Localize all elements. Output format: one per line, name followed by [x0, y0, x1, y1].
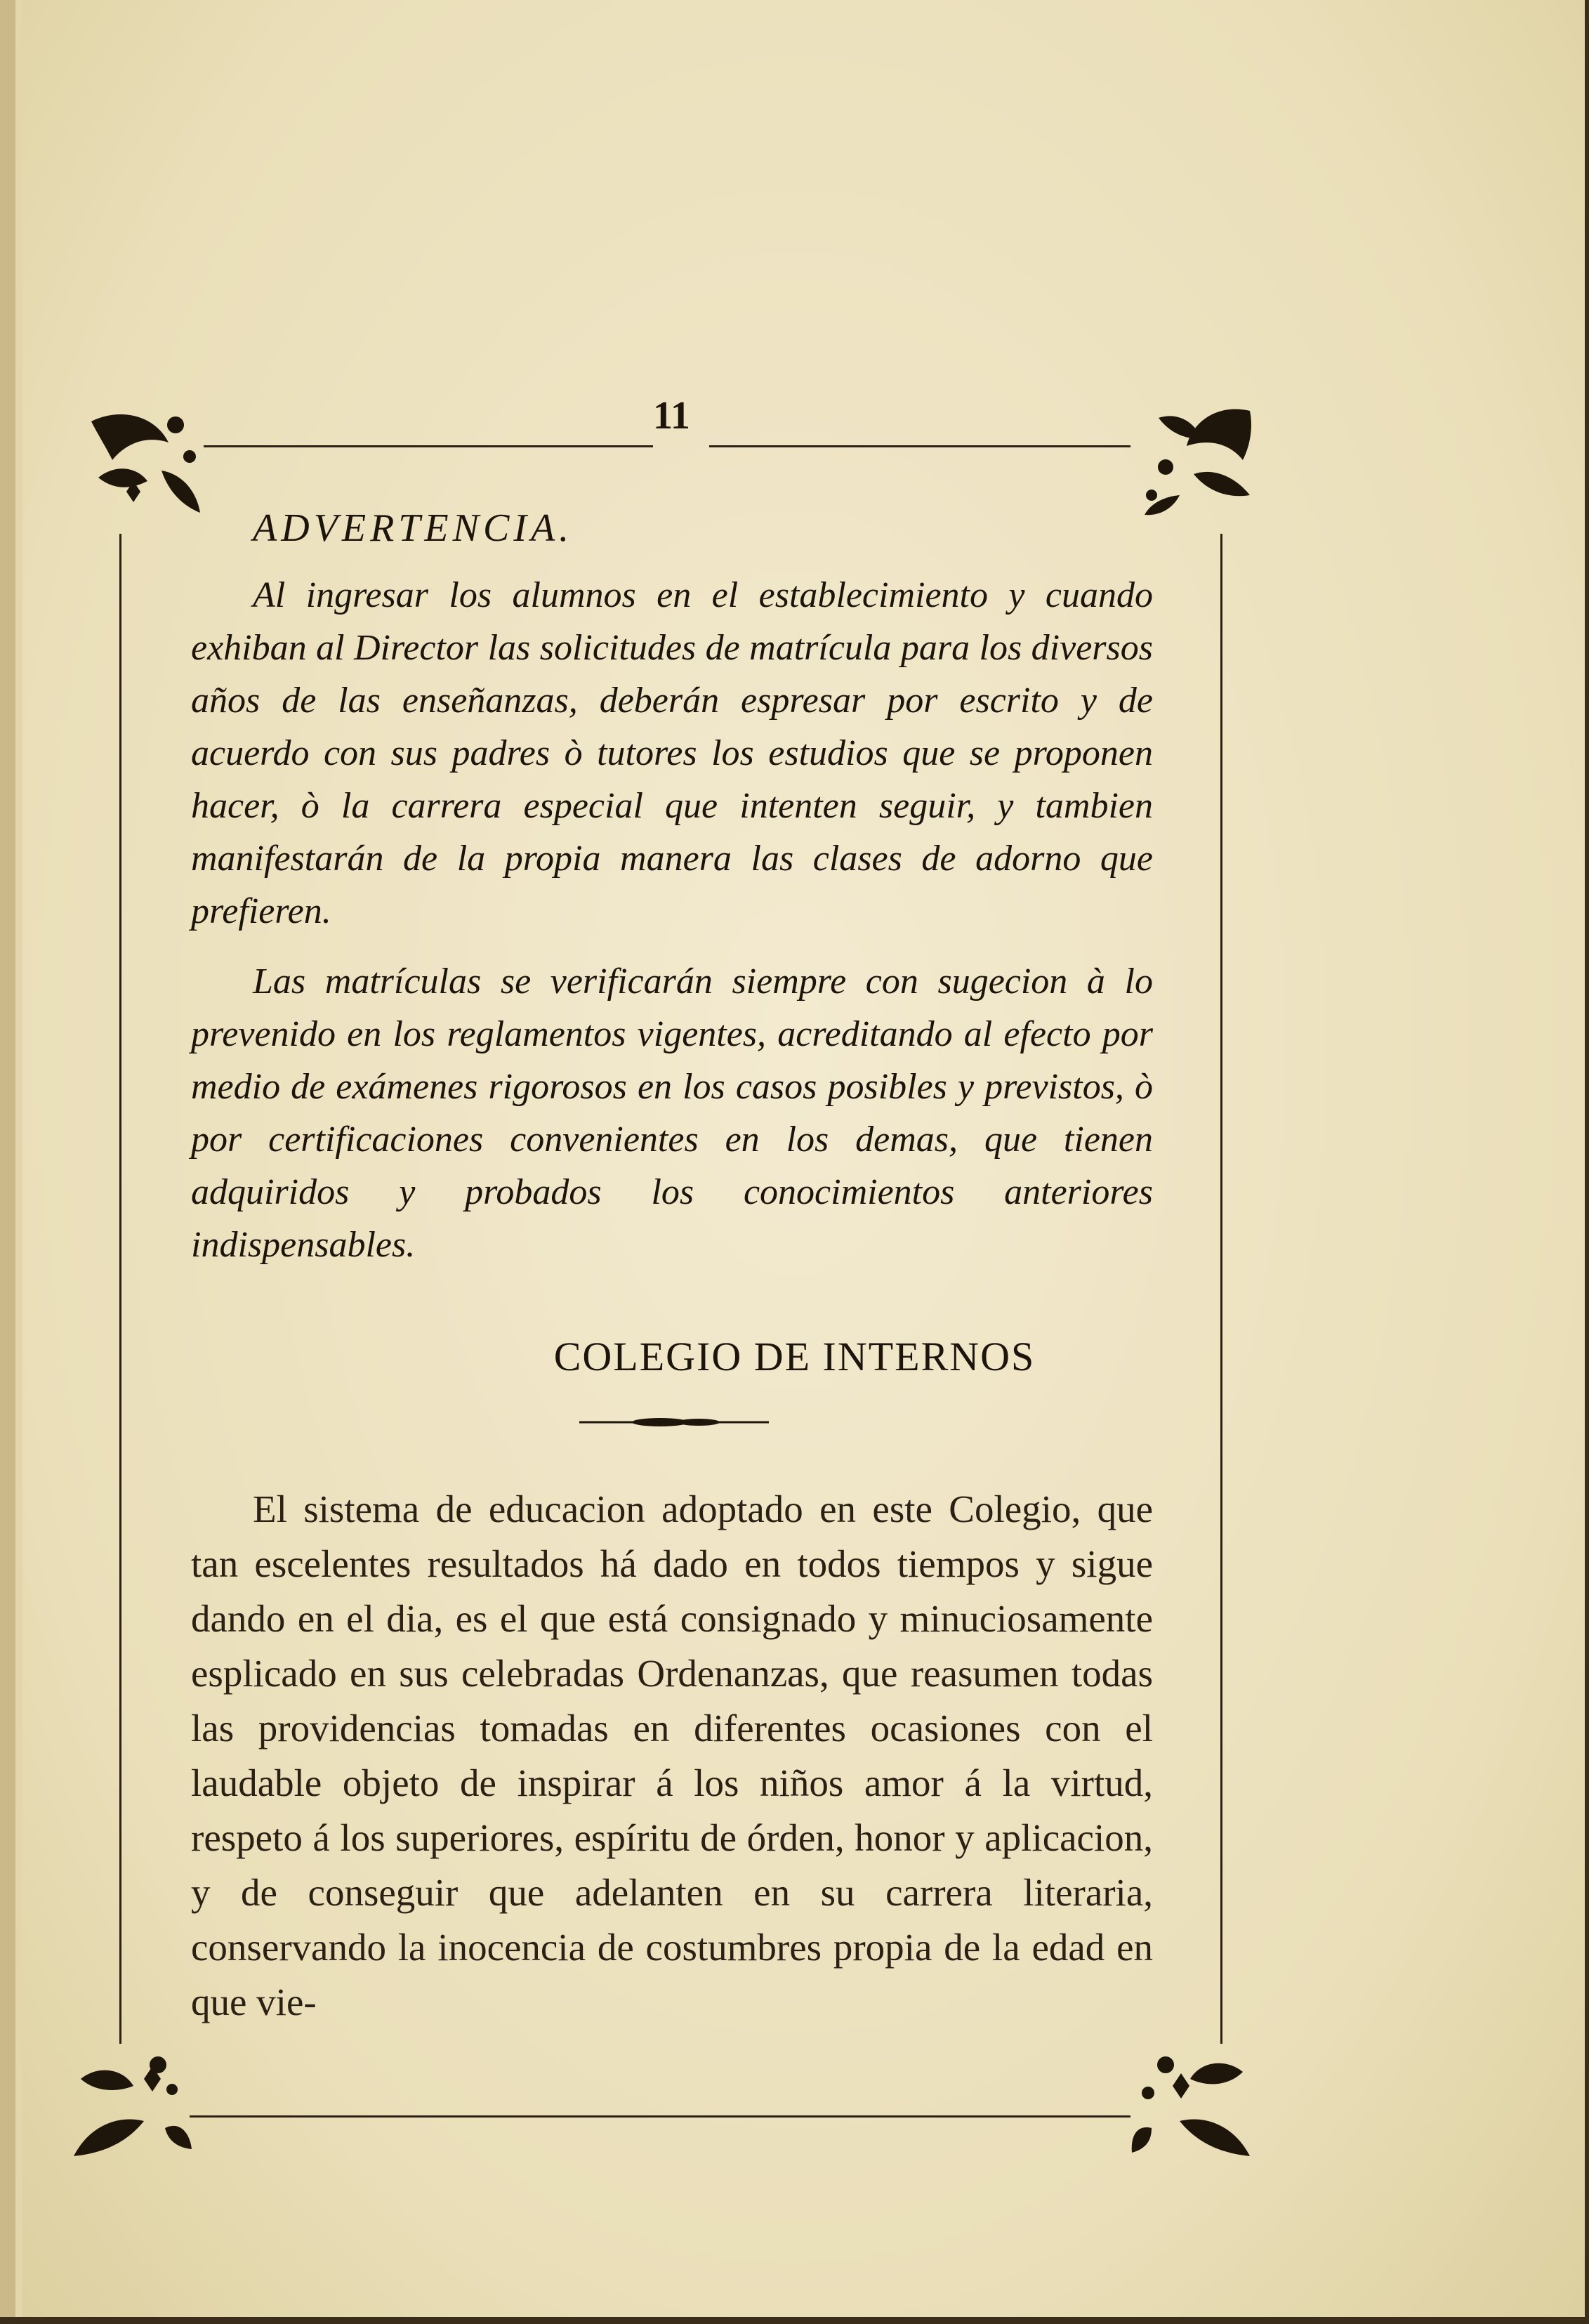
page-number: 11 [653, 394, 690, 438]
left-frame-rule [119, 534, 121, 2044]
section-divider [576, 1412, 772, 1433]
colegio-paragraph: El sistema de educacion adoptado en este Colegio, que tan escelentes resultados há dado en todos tiempos y sigue dando en el dia, es el que está consignado y minuciosamente esplicado en sus celebradas Ordenanzas, que reasumen todas las providencias tomadas en diferentes ocasiones con el laudable objeto de inspirar á los niños amor á la virtud, respeto á los superiores, espíritu de órden, honor y aplicacion, y de conseguir que adelanten en su carrera literaria, conservando la inocencia de costumbres propia de la edad en que vie- [191, 1488, 1153, 2023]
top-rule-left [204, 445, 653, 447]
advertencia-heading: ADVERTENCIA. [253, 506, 574, 550]
corner-ornament-top-left [77, 393, 211, 527]
page-edge [1585, 0, 1589, 2324]
right-frame-rule [1220, 534, 1222, 2044]
page-edge [0, 0, 15, 2324]
top-rule-right [709, 445, 1130, 447]
page-edge [15, 0, 22, 2324]
corner-ornament-bottom-right [1123, 2037, 1257, 2170]
advertencia-paragraph-1: Al ingresar los alumnos en el establecimiento y cuando exhiban al Director las solicitudes de matrícula para los diversos años de las enseñanzas, deberán espresar por escrito y de acuerdo con sus padres ò tutores los estudios que se proponen hacer, ò la carrera especial que intenten seguir, y tambien manifestarán de la propia manera las clases de adorno que prefieren. [191, 575, 1153, 931]
colegio-heading: COLEGIO DE INTERNOS [553, 1334, 1036, 1379]
corner-ornament-top-right [1130, 390, 1264, 523]
bottom-rule [190, 2115, 1130, 2118]
page-edge [0, 2317, 1589, 2324]
corner-ornament-bottom-left [67, 2037, 200, 2170]
advertencia-paragraph-2: Las matrículas se verificarán siempre con sugecion à lo prevenido en los reglamentos vigentes, acreditando al efecto por medio de exámenes rigorosos en los casos posibles y previstos, ò por certificaciones convenientes en los demas, que tienen adquiridos y probados los conocimientos anteriores indispensables. [191, 961, 1153, 1265]
